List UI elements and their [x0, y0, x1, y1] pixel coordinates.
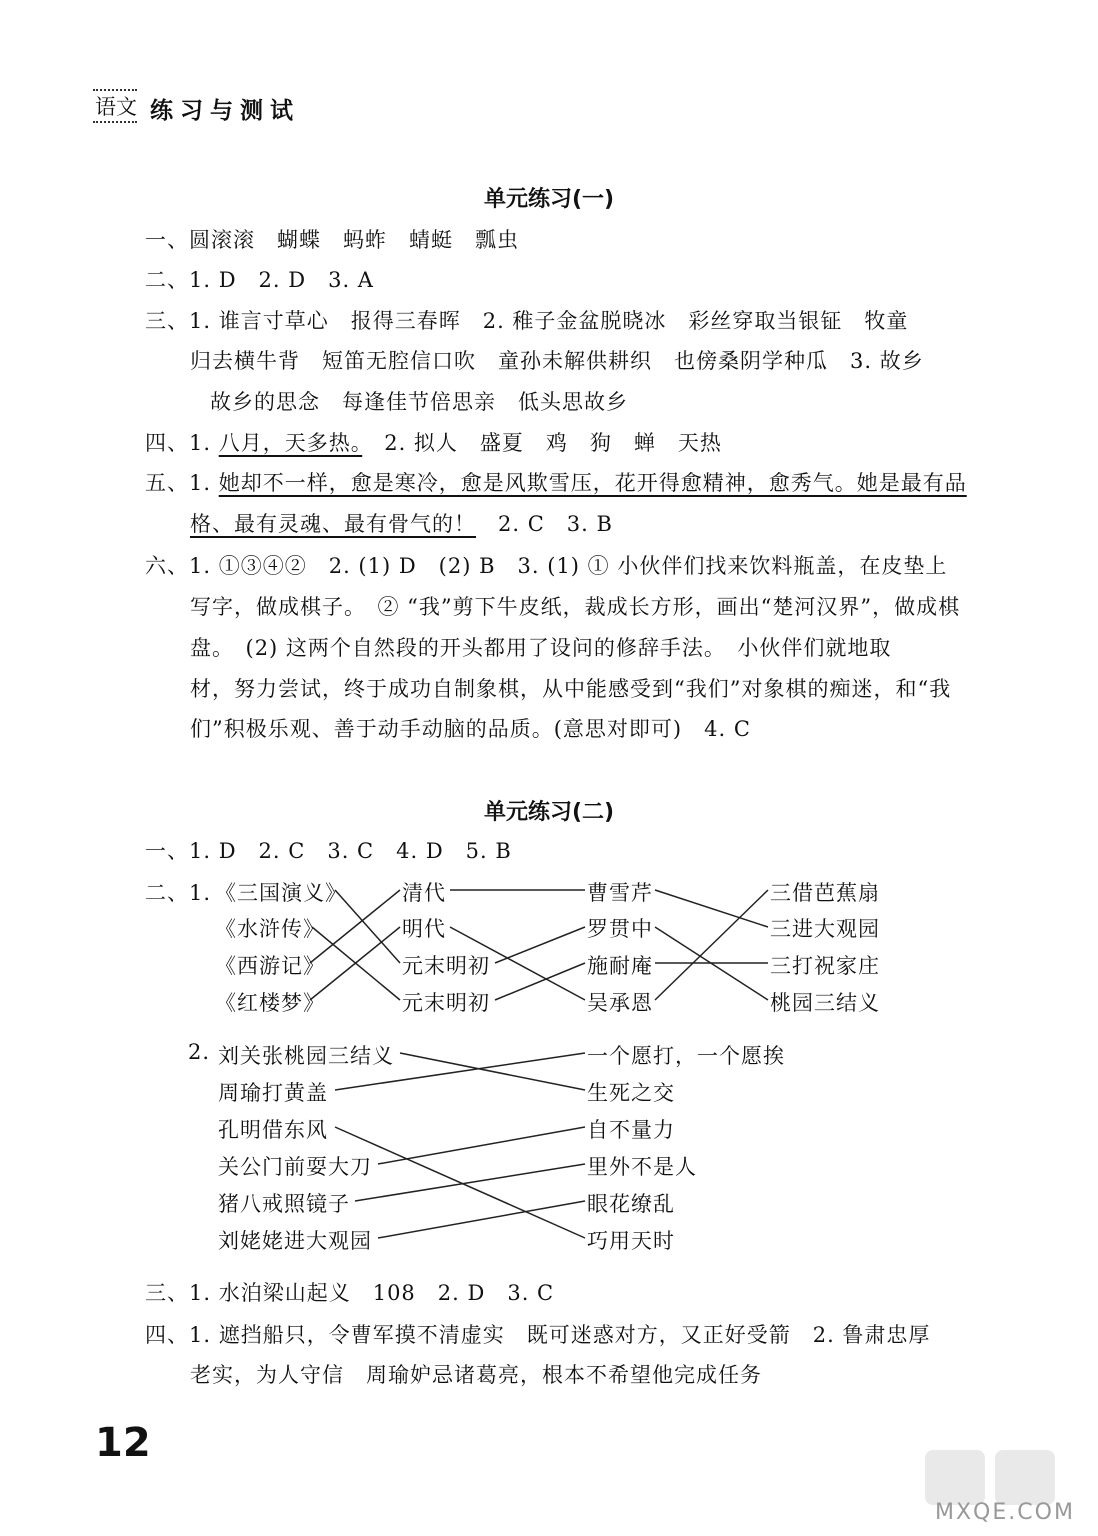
dynasty-item: 元末明初 [402, 954, 490, 978]
idiom-left-item: 关公门前耍大刀 [218, 1155, 372, 1179]
unit1-q6-line1: 六、1. ①③④② 2. (1) D (2) B 3. (1) ① 小伙伴们找来饮料瓶盖，在皮垫上 [145, 554, 948, 578]
dynasty-item: 清代 [402, 881, 446, 905]
story-item: 桃园三结义 [770, 991, 880, 1015]
unit1-q4-rest: 2. 拟人 盛夏 鸡 狗 蝉 天热 [362, 431, 722, 455]
idiom-left-item: 周瑜打黄盖 [218, 1081, 328, 1105]
idiom-right-item: 里外不是人 [587, 1155, 697, 1179]
match-line [655, 890, 768, 927]
unit1-q3-line1: 三、1. 谁言寸草心 报得三春晖 2. 稚子金盆脱晓冰 彩丝穿取当银钲 牧童 [145, 309, 909, 333]
author-item: 吴承恩 [587, 991, 653, 1015]
unit1-q5-underlined2: 格、最有灵魂、最有骨气的！ [190, 512, 476, 536]
match-line [450, 927, 585, 1000]
unit1-q6-line3: 盘。 (2) 这两个自然段的开头都用了设问的修辞手法。 小伙伴们就地取 [190, 636, 892, 660]
idiom-right-item: 生死之交 [587, 1081, 675, 1105]
match-line [495, 963, 585, 1000]
unit1-q6-line2: 写字，做成棋子。 ② “我”剪下牛皮纸，裁成长方形，画出“楚河汉界”，做成棋 [190, 595, 961, 619]
match-line [495, 927, 585, 963]
match-line [335, 1053, 585, 1090]
page-number: 12 [95, 1420, 151, 1466]
unit1-q1: 一、圆滚滚 蝴蝶 蚂蚱 蜻蜓 瓢虫 [145, 228, 519, 252]
match-line [655, 890, 768, 1000]
unit1-q5-underlined1: 她却不一样，愈是寒冷，愈是风欺雪压，花开得愈精神，愈秀气。她是最有品 [218, 471, 967, 495]
book-item: 《水浒传》 [215, 917, 325, 941]
idiom-right-item: 巧用天时 [587, 1229, 675, 1253]
match-line [335, 890, 400, 963]
match-line [378, 1127, 585, 1164]
unit1-q6-line4: 材，努力尝试，终于成功自制象棋，从中能感受到“我们”对象棋的痴迷，和“我 [190, 677, 952, 701]
watermark-text: MXQE.COM [935, 1500, 1075, 1525]
unit1-q4-prefix: 四、1. [145, 431, 219, 455]
unit1-q3-line2: 归去横牛背 短笛无腔信口吹 童孙未解供耕织 也傍桑阴学种瓜 3. 故乡 [190, 349, 924, 373]
match-line [335, 1127, 585, 1238]
story-item: 三打祝家庄 [770, 954, 880, 978]
header-title: 练习与测试 [150, 98, 300, 124]
unit1-q4-underlined: 八月，天多热。 [218, 431, 363, 455]
unit1-q5-prefix: 五、1. [145, 471, 219, 495]
dynasty-item: 明代 [402, 917, 446, 941]
unit2-q3: 三、1. 水泊梁山起义 108 2. D 3. C [145, 1281, 555, 1305]
unit1-q3-line3: 故乡的思念 每逢佳节倍思亲 低头思故乡 [210, 390, 628, 414]
idiom-right-item: 眼花缭乱 [587, 1192, 675, 1216]
unit1-q6-line5: 们”积极乐观、善于动手动脑的品质。(意思对即可) 4. C [190, 717, 751, 741]
idiom-left-item: 孔明借东风 [218, 1118, 328, 1142]
match-line [378, 1201, 585, 1238]
author-item: 曹雪芹 [587, 881, 653, 905]
unit2-title: 单元练习(二) [483, 800, 615, 825]
match-line [310, 890, 400, 963]
book-item: 《红楼梦》 [215, 991, 325, 1015]
story-item: 三进大观园 [770, 917, 880, 941]
author-item: 施耐庵 [587, 954, 653, 978]
unit2-q2-label: 二、1. [145, 881, 212, 905]
dynasty-item: 元末明初 [402, 991, 490, 1015]
idiom-left-item: 刘姥姥进大观园 [218, 1229, 372, 1253]
match-line [355, 1164, 585, 1201]
unit1-title: 单元练习(一) [483, 187, 615, 212]
book-item: 《西游记》 [215, 954, 325, 978]
unit2-q1: 一、1. D 2. C 3. C 4. D 5. B [145, 839, 512, 863]
idiom-left-item: 猪八戒照镜子 [218, 1192, 350, 1216]
idiom-right-item: 自不量力 [587, 1118, 675, 1142]
unit2-q2-2-label: 2. [188, 1040, 211, 1064]
book-item: 《三国演义》 [215, 881, 347, 905]
match-line [400, 1053, 585, 1090]
header-subject: 语文 [95, 95, 137, 119]
idiom-right-item: 一个愿打，一个愿挨 [587, 1044, 785, 1068]
unit2-q4-line1: 四、1. 遮挡船只，令曹军摸不清虚实 既可迷惑对方，又正好受箭 2. 鲁肃忠厚 [145, 1323, 931, 1347]
unit1-q5-rest: 2. C 3. B [476, 512, 613, 536]
unit2-q4-line2: 老实，为人守信 周瑜妒忌诸葛亮，根本不希望他完成任务 [190, 1363, 762, 1387]
author-item: 罗贯中 [587, 917, 653, 941]
story-item: 三借芭蕉扇 [770, 881, 880, 905]
idiom-left-item: 刘关张桃园三结义 [218, 1044, 394, 1068]
unit1-q2: 二、1. D 2. D 3. A [145, 268, 374, 292]
